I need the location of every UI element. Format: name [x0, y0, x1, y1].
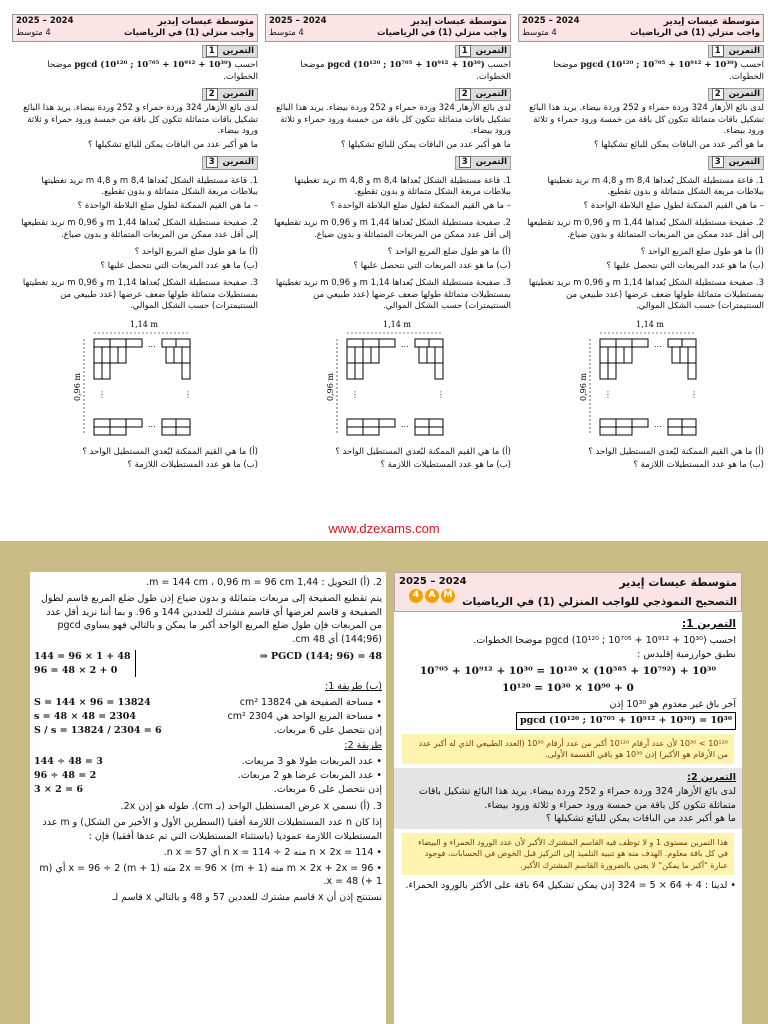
ex3-3a-eq-horizontal: • n × 2x = 114 منه n x = 114 ÷ 2 أي n x = 57. — [163, 846, 382, 858]
ex3-part-3a: (أ) ما هي القيم الممكنة لبُعدي المستطيل الواحد ؟ — [588, 446, 764, 457]
ex1-verb: احسب — [740, 60, 764, 71]
correction-title: التصحيح النموذجي للواجب المنزلي (1) في الرياضيات — [462, 595, 737, 608]
svg-text:...: ... — [148, 419, 156, 429]
school-year: 2025 – 2024 — [269, 16, 327, 26]
ratio-row — [34, 724, 382, 738]
count-length-row — [34, 755, 382, 769]
exercise-2-heading — [455, 88, 511, 101]
grade-level: 4 متوسط — [16, 28, 51, 38]
exercise-3-heading — [202, 156, 258, 169]
correction-scan — [0, 541, 768, 1024]
svg-text:...: ... — [654, 419, 662, 429]
count-width-row — [34, 769, 382, 783]
ex3-part-2a: (أ) ما هو طول ضلع المربع الواحد ؟ — [640, 247, 764, 258]
method-1-heading: (ب) طريقة 1: — [325, 681, 382, 693]
height-label: 0,96 m — [579, 372, 588, 401]
count-length-text: • عدد المربعات طولا هو 3 مربعات. — [241, 756, 382, 768]
ex3-3a-eq-vertical: • m × 2x + 2x = 96 منه (m + 1) × 2x = 96 منه (m + 1) x = 96 ÷ 2 أي (m + 1) x = 48. — [39, 862, 382, 888]
ex3-part-1-question: – ما هي القيم الممكنة لطول ضلع البلاطة الواحدة ؟ — [583, 200, 764, 211]
tiles — [600, 339, 696, 435]
correction-school: متوسطة عيسات إيدير — [619, 576, 737, 589]
correction-year: 2025 – 2024 — [399, 576, 467, 587]
svg-text:⋮: ⋮ — [690, 389, 698, 399]
svg-text:⋮: ⋮ — [98, 389, 106, 399]
exercise-1-text — [265, 60, 511, 83]
ex3-2a-answer-intro: 2. (أ) التحويل : 1,44 m = 144 cm ، 0,96 m = 96 cm. — [146, 577, 382, 588]
area-square-text: • مساحة المربع الواحد هي 2304 cm² — [227, 710, 382, 722]
exercise-label: التمرين — [222, 89, 254, 100]
worksheet-header — [12, 14, 258, 42]
ex3-part-2b: (ب) ما هو عدد المربعات التي نتحصل عليها ؟ — [606, 260, 764, 271]
correction-note-2: هذا التمرين مستوى 1 و لا توظف فيه القاسم المشترك الأكبر لأن عدد الورود الحمراء و البيضاء في كل باقة معلوم. الهدف منه هو تنبيه التلميذ إلى التركيز قبل الخوض في الحسابات، فوجود عبارة "أكبر ما يمكن" لا يعني بالضرورة القاسم المشترك الأكبر. — [402, 833, 734, 875]
width-label: 1,14 m — [636, 319, 664, 329]
exercise-1-text — [12, 60, 258, 83]
exercise-label: التمرين — [222, 157, 254, 168]
width-label: 1,14 m — [130, 319, 158, 329]
ex3-part-3b: (ب) ما هو عدد المستطيلات اللازمة ؟ — [127, 459, 258, 470]
area-square-row — [34, 710, 382, 724]
level-badge — [409, 589, 455, 603]
exercise-3-heading — [455, 156, 511, 169]
exercise-number: 2 — [459, 88, 471, 100]
ex3-part-2b: (ب) ما هو عدد المربعات التي نتحصل عليها ؟ — [100, 260, 258, 271]
worksheet-title: واجب منزلي (1) في الرياضيات — [629, 28, 760, 39]
exercise-2-question: ما هو أكبر عدد من الباقات يمكن للبائع تشكيلها ؟ — [87, 139, 258, 150]
area-plate-row — [34, 696, 382, 710]
svg-text:⋮: ⋮ — [437, 389, 445, 399]
exercise-label: التمرين — [475, 157, 507, 168]
badge-char: A — [425, 589, 439, 603]
correction-ex1-last: آخر باق غير معدوم هو 10³⁰ إذن — [609, 699, 736, 711]
exercise-2-text: لدى بائع الأزهار 324 وردة حمراء و 252 وردة بيضاء. يريد هذا البائع تشكيل باقات متماثلة تتكون كل باقة من خمسة ورود حمراء و ثلاثة ورود بيضاء. — [529, 103, 764, 137]
exercise-2-heading — [202, 88, 258, 101]
rectangle-tiling-figure — [518, 315, 764, 445]
ex1-formula: pgcd (10¹²⁰ ; 10⁷⁰⁵ + 10⁹¹² + 10³⁰) — [327, 60, 485, 71]
ex3-part-1: 1. قاعة مستطيلة الشكل بُعداها 8,4 m و 4,8 m نريد تغطيتها ببلاطات مربعة الشكل متماثلة و بدون تقطيع. — [294, 175, 511, 198]
rectangle-tiling-figure — [265, 315, 511, 445]
correction-header — [394, 572, 742, 612]
method-2-heading: طريقة 2: — [344, 740, 382, 752]
exercise-2-text: لدى بائع الأزهار 324 وردة حمراء و 252 وردة بيضاء. يريد هذا البائع تشكيل باقات متماثلة تتكون كل باقة من خمسة ورود حمراء و ثلاثة ورود بيضاء. — [23, 103, 258, 137]
worksheet-title: واجب منزلي (1) في الرياضيات — [376, 28, 507, 39]
exercise-label: التمرين — [728, 157, 760, 168]
worksheet-column-1 — [12, 14, 258, 530]
exercise-1-heading — [708, 45, 764, 58]
ex3-part-2a: (أ) ما هو طول ضلع المربع الواحد ؟ — [387, 247, 511, 258]
ex3-part-1-question: – ما هي القيم الممكنة لطول ضلع البلاطة الواحدة ؟ — [77, 200, 258, 211]
height-label: 0,96 m — [326, 372, 335, 401]
ex1-instruction: موضحا الخطوات. — [300, 60, 511, 82]
exercise-label: التمرين — [475, 45, 507, 56]
ex1-instruction: موضحا الخطوات. — [47, 60, 258, 82]
worksheet-header — [265, 14, 511, 42]
exercise-label: التمرين — [728, 89, 760, 100]
ex3-part-1: 1. قاعة مستطيلة الشكل بُعداها 8,4 m و 4,8 m نريد تغطيتها ببلاطات مربعة الشكل متماثلة و بدون تقطيع. — [41, 175, 258, 198]
svg-text:...: ... — [654, 339, 662, 349]
tiling-diagram — [518, 315, 764, 445]
ex1-verb: احسب — [234, 60, 258, 71]
correction-note-1: 10¹²⁰ > 10³⁰ لأن عدد أرقام 10¹²⁰ أكبر من عدد أرقام 10³⁰ (العدد الطبيعي الذي له أكبر عدد من الأرقام هو الأكبر) إذن 10³⁰ هو باقي القسمة الأولى. — [402, 734, 734, 764]
grade-level: 4 متوسط — [522, 28, 557, 38]
svg-text:⋮: ⋮ — [351, 389, 359, 399]
exercise-number: 1 — [712, 45, 724, 57]
ex3-part-2a: (أ) ما هو طول ضلع المربع الواحد ؟ — [134, 247, 258, 258]
exercise-number: 3 — [459, 156, 471, 168]
ex3-part-3a: (أ) ما هي القيم الممكنة لبُعدي المستطيل الواحد ؟ — [82, 446, 258, 457]
worksheet-title: واجب منزلي (1) في الرياضيات — [123, 28, 254, 39]
exercise-2-question: ما هو أكبر عدد من الباقات يمكن للبائع تشكيلها ؟ — [593, 139, 764, 150]
exercise-2-text: لدى بائع الأزهار 324 وردة حمراء و 252 وردة بيضاء. يريد هذا البائع تشكيل باقات متماثلة تتكون كل باقة من خمسة ورود حمراء و ثلاثة ورود بيضاء. — [276, 103, 511, 137]
correction-ex1-method: نطبق خوارزمية إقليدس : — [637, 648, 736, 660]
worksheet-column-2 — [265, 14, 511, 530]
ex3-part-3: 3. صفيحة مستطيلة الشكل بُعداها 1,14 m و 0,96 m نريد تغطيتها بمستطيلات متماثلة طولها ضعف عرضها (عدد طبيعي من السنتيمترات) حسب الشكل الموالي. — [275, 278, 511, 312]
ex3-3a-answer-intro: 3. (أ) نسمي x عرض المستطيل الواحد (بـ cm). طوله هو إذن 2x. — [120, 801, 382, 813]
exercise-label: التمرين — [728, 45, 760, 56]
ex1-verb: احسب — [487, 60, 511, 71]
euclid-eq-1: 10⁷⁰⁵ + 10⁹¹² + 10³⁰ = 10¹²⁰ × (10⁵⁸⁵ + 10⁷⁹²) + 10³⁰ — [419, 664, 717, 677]
svg-text:...: ... — [148, 339, 156, 349]
correction-ex1-line: احسب pgcd (10¹²⁰ ; 10⁷⁰⁵ + 10⁹¹² + 10³⁰) موضحا الخطوات. — [473, 635, 736, 647]
ellipsis-marks — [98, 340, 192, 429]
ex3-part-2: 2. صفيحة مستطيلة الشكل بُعداها 1,44 m و 0,96 m نريد تقطيعها إلى أقل عدد ممكن من المربعات المتماثلة و بدون ضياع. — [527, 218, 764, 240]
ratio-text: إذن نتحصل على 6 مربعات. — [273, 724, 382, 736]
correction-ex2-block — [394, 768, 742, 829]
count-width-text: • عدد المربعات عرضا هو 2 مربعات. — [237, 769, 382, 781]
exercise-2-question: ما هو أكبر عدد من الباقات يمكن للبائع تشكيلها ؟ — [340, 139, 511, 150]
exercise-label: التمرين — [475, 89, 507, 100]
rectangle-tiling-figure — [12, 315, 258, 445]
exercise-number: 1 — [206, 45, 218, 57]
euclid-eq-2: 10¹²⁰ = 10³⁰ × 10⁹⁰ + 0 — [502, 681, 634, 694]
width-label: 1,14 m — [383, 319, 411, 329]
badge-char: 4 — [409, 589, 423, 603]
tiles — [94, 339, 190, 435]
euclid-step-2: 96 = 48 × 2 + 0 — [34, 664, 118, 676]
exercise-number: 2 — [712, 88, 724, 100]
count-width-calc: 96 ÷ 48 = 2 — [34, 769, 97, 781]
watermark: www.dzexams.com — [328, 521, 440, 536]
worksheet-column-3 — [518, 14, 764, 530]
correction-left-page — [30, 572, 386, 1024]
euclid-step-1: 144 = 96 × 1 + 48 — [34, 650, 131, 662]
correction-ex2-heading: التمرين 2: — [687, 772, 736, 784]
count-total-row — [34, 783, 382, 797]
count-total-text: إذن نتحصل على 6 مربعات. — [273, 783, 382, 795]
ex3-part-2: 2. صفيحة مستطيلة الشكل بُعداها 1,44 m و 0,96 m نريد تقطيعها إلى أقل عدد ممكن من المربعات المتماثلة و بدون ضياع. — [21, 218, 258, 240]
svg-text:⋮: ⋮ — [604, 389, 612, 399]
ex3-part-3a: (أ) ما هي القيم الممكنة لبُعدي المستطيل الواحد ؟ — [335, 446, 511, 457]
ex3-part-2: 2. صفيحة مستطيلة الشكل بُعداها 1,44 m و 0,96 m نريد تقطيعها إلى أقل عدد ممكن من المربعات المتماثلة و بدون ضياع. — [274, 218, 511, 240]
correction-ex2-question: ما هو أكبر عدد من الباقات يمكن للبائع تشكيلها ؟ — [545, 813, 736, 825]
ex3-part-2b: (ب) ما هو عدد المربعات التي نتحصل عليها ؟ — [353, 260, 511, 271]
tiling-diagram — [265, 315, 511, 445]
correction-ex2-answer: • لدينا : 4 + 64 × 5 = 324 إذن يمكن تشكيل 64 باقة على الأكثر بالورود الحمراء. — [405, 879, 736, 891]
ex3-3a-answer-def: إذا كان n عدد المستطيلات اللازمة أفقيا (السطرين الأول و الأخير من الشكل) و m عدد المستطيلات اللازمة عموديا (باستثناء المستطيلات التي تم عدها أفقيا) فإن : — [42, 817, 382, 843]
exercise-number: 3 — [206, 156, 218, 168]
correction-ex1-result: pgcd (10¹²⁰ ; 10⁷⁰⁵ + 10⁹¹² + 10³⁰) = 10³⁰ — [516, 712, 736, 730]
tiles — [347, 339, 443, 435]
exercise-3-heading — [708, 156, 764, 169]
exercise-1-heading — [202, 45, 258, 58]
area-plate-text: • مساحة الصفيحة هي 13824 cm² — [239, 697, 382, 709]
count-length-calc: 144 ÷ 48 = 3 — [34, 756, 103, 768]
area-square-calc: s = 48 × 48 = 2304 — [34, 710, 136, 722]
ellipsis-marks — [604, 340, 698, 429]
grade-level: 4 متوسط — [269, 28, 304, 38]
school-name: متوسطة عيسات إيدير — [157, 17, 254, 27]
ex3-part-1: 1. قاعة مستطيلة الشكل بُعداها 8,4 m و 4,8 m نريد تغطيتها ببلاطات مربعة الشكل متماثلة و بدون تقطيع. — [547, 175, 764, 198]
exercise-label: التمرين — [222, 45, 254, 56]
ratio-calc: S / s = 13824 / 2304 = 6 — [34, 724, 162, 736]
svg-text:...: ... — [401, 419, 409, 429]
ex3-2a-answer-text: يتم تقطيع الصفيحة إلى مربعات متماثلة و بدون ضياع إذن طول ضلع المربع قاسم لطول الصفيحة و قاسم لعرضها أي قاسم مشترك للعددين 144 و 96. و بما أننا نريد أقل عدد من المربعات فإن طول ضلع المربع الواحد أكبر ما يمكن و بالتالي فهو يساوي pgcd (144;96) أي 48 cm. — [41, 592, 382, 646]
ex1-formula: pgcd (10¹²⁰ ; 10⁷⁰⁵ + 10⁹¹² + 10³⁰) — [74, 60, 232, 71]
school-name: متوسطة عيسات إيدير — [410, 17, 507, 27]
svg-text:...: ... — [401, 339, 409, 349]
exercise-2-heading — [708, 88, 764, 101]
ex3-part-1-question: – ما هي القيم الممكنة لطول ضلع البلاطة الواحدة ؟ — [330, 200, 511, 211]
count-total-calc: 3 × 2 = 6 — [34, 783, 83, 795]
correction-ex2-text: لدى بائع الأزهار 324 وردة حمراء و 252 وردة بيضاء. يريد هذا البائع تشكيل باقات متماثلة تتكون كل باقة من خمسة ورود حمراء و ثلاثة ورود بيضاء. — [419, 785, 736, 811]
worksheet-header — [518, 14, 764, 42]
ex3-part-3b: (ب) ما هو عدد المستطيلات اللازمة ؟ — [380, 459, 511, 470]
correction-right-page — [394, 572, 742, 1024]
height-label: 0,96 m — [73, 372, 82, 401]
euclid-result: ⇒ PGCD (144; 96) = 48 — [259, 650, 382, 662]
euclid-system — [34, 650, 382, 678]
ex3-part-3: 3. صفيحة مستطيلة الشكل بُعداها 1,14 m و 0,96 m نريد تغطيتها بمستطيلات متماثلة طولها ضعف عرضها (عدد طبيعي من السنتيمترات) حسب الشكل الموالي. — [528, 278, 764, 312]
ellipsis-marks — [351, 340, 445, 429]
ex1-formula: pgcd (10¹²⁰ ; 10⁷⁰⁵ + 10⁹¹² + 10³⁰) — [580, 60, 738, 71]
correction-ex1-heading: التمرين 1: — [682, 618, 736, 630]
school-year: 2025 – 2024 — [522, 16, 580, 26]
exercise-number: 1 — [459, 45, 471, 57]
euclid-steps — [34, 650, 136, 678]
exercise-number: 3 — [712, 156, 724, 168]
ex3-3a-conclusion: نستنتج إذن أن x قاسم مشترك للعددين 57 و 48 و بالتالي x قاسم لـ — [112, 892, 382, 904]
ex1-instruction: موضحا الخطوات. — [553, 60, 764, 82]
ex3-part-3: 3. صفيحة مستطيلة الشكل بُعداها 1,14 m و 0,96 m نريد تغطيتها بمستطيلات متماثلة طولها ضعف عرضها (عدد طبيعي من السنتيمترات) حسب الشكل الموالي. — [22, 278, 258, 312]
exercise-1-text — [518, 60, 764, 83]
ex3-part-3b: (ب) ما هو عدد المستطيلات اللازمة ؟ — [633, 459, 764, 470]
area-plate-calc: S = 144 × 96 = 13824 — [34, 697, 151, 709]
svg-text:⋮: ⋮ — [184, 389, 192, 399]
tiling-diagram — [12, 315, 258, 445]
exercise-number: 2 — [206, 88, 218, 100]
badge-char: M — [441, 589, 455, 603]
school-name: متوسطة عيسات إيدير — [663, 17, 760, 27]
exercise-1-heading — [455, 45, 511, 58]
school-year: 2025 – 2024 — [16, 16, 74, 26]
